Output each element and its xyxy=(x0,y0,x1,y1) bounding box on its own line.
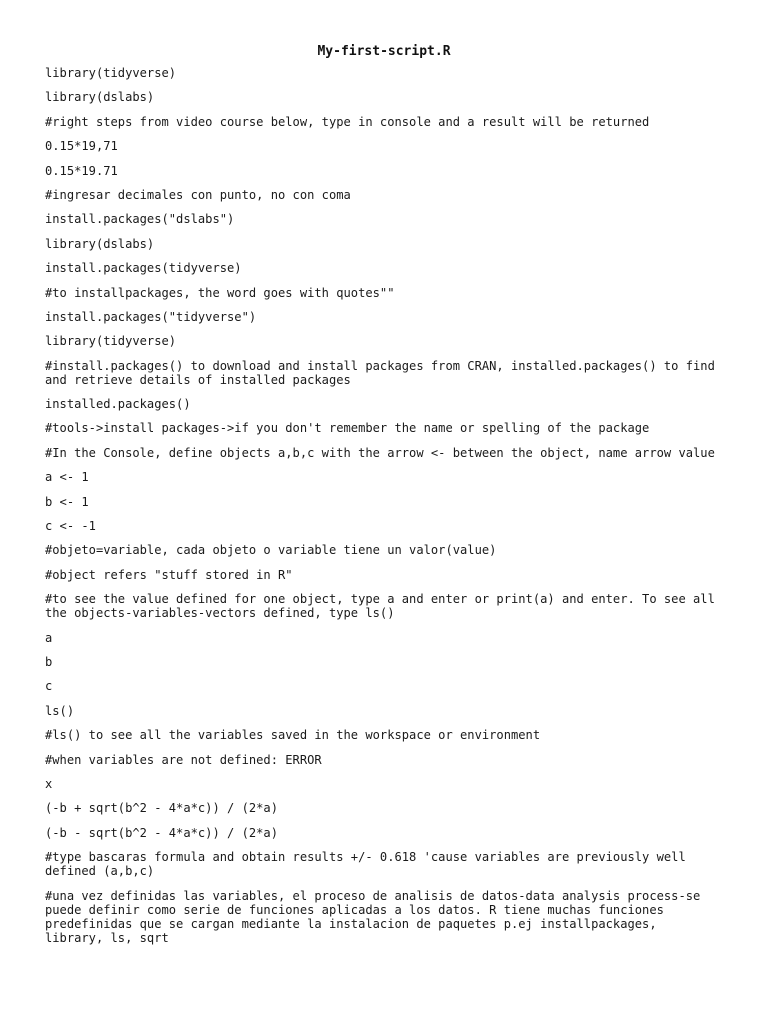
code-line: #ingresar decimales con punto, no con coma xyxy=(45,187,351,202)
code-line: #to installpackages, the word goes with quotes"" xyxy=(45,285,395,300)
code-line: x xyxy=(45,776,53,791)
code-line: ls() xyxy=(45,703,75,718)
code-line: library(tidyverse) xyxy=(45,334,177,349)
code-line: a xyxy=(45,630,53,645)
code-line: b xyxy=(45,654,53,669)
code-line: installed.packages() xyxy=(45,397,191,412)
code-line: #right steps from video course below, type in console and a result will be returned xyxy=(45,114,650,129)
code-line: install.packages(tidyverse) xyxy=(45,261,242,276)
code-line: (-b + sqrt(b^2 - 4*a*c)) / (2*a) xyxy=(45,801,278,816)
script-code-block xyxy=(45,66,723,955)
code-line: library(dslabs) xyxy=(45,90,155,105)
code-line: #type bascaras formula and obtain results +/- 0.618 'cause variables are previously well defined (a,b,c) xyxy=(45,850,694,879)
code-line: #ls() to see all the variables saved in the workspace or environment xyxy=(45,728,541,743)
code-line: #install.packages() to download and install packages from CRAN, installed.packages() to find and retrieve details of installed packages xyxy=(45,358,723,387)
code-line: #to see the value defined for one object, type a and enter or print(a) and enter. To see all the objects-variables-vectors defined, type ls() xyxy=(45,592,723,621)
code-line: #In the Console, define objects a,b,c with the arrow <- between the object, name arrow value xyxy=(45,445,715,460)
code-line: #when variables are not defined: ERROR xyxy=(45,752,322,767)
code-line: library(tidyverse) xyxy=(45,66,177,80)
code-line: #objeto=variable, cada objeto o variable tiene un valor(value) xyxy=(45,543,497,558)
code-line: (-b - sqrt(b^2 - 4*a*c)) / (2*a) xyxy=(45,825,278,840)
code-line: #tools->install packages->if you don't remember the name or spelling of the package xyxy=(45,421,650,436)
code-line: 0.15*19,71 xyxy=(45,139,118,154)
code-line: install.packages("tidyverse") xyxy=(45,309,257,324)
document-title: My-first-script.R xyxy=(317,44,451,59)
code-line: library(dslabs) xyxy=(45,236,155,251)
code-line: #object refers "stuff stored in R" xyxy=(45,567,293,582)
code-line: install.packages("dslabs") xyxy=(45,212,235,227)
code-line: b <- 1 xyxy=(45,494,89,509)
code-line: a <- 1 xyxy=(45,470,89,485)
code-line: #una vez definidas las variables, el proceso de analisis de datos-data analysis process-se puede definir como serie de funciones aplicadas a los datos. R tiene muchas funciones predefinidas que se cargan mediante la instalacion de paquetes p.ej installpackages, library, ls, sqrt xyxy=(45,888,708,945)
code-line: c xyxy=(45,679,53,694)
code-line: c <- -1 xyxy=(45,519,96,534)
code-line: 0.15*19.71 xyxy=(45,163,118,178)
